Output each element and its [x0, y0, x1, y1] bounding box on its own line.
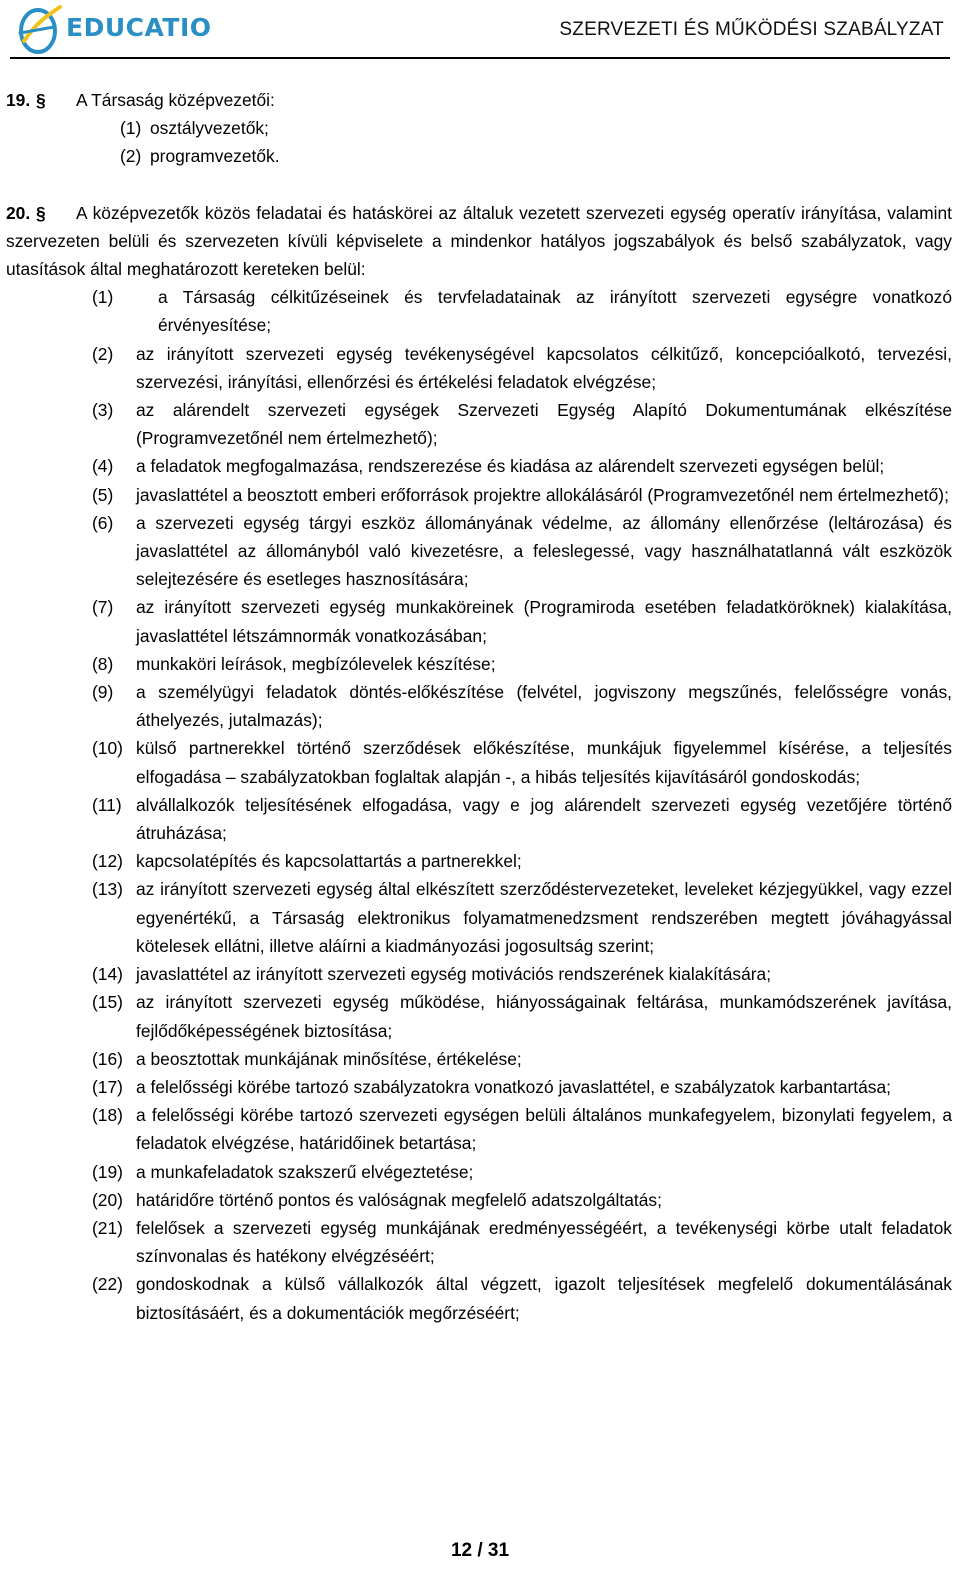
item-text: a szervezeti egység tárgyi eszköz állományának védelme, az állomány ellenőrzése (leltározása) és javaslattétel az állományból való kivezetésre, a feleslegessé, vagy használhatatlanná vált eszközök selejtezésére és esetleges hasznosítására;: [136, 512, 952, 590]
item-text: az irányított szervezeti egység működése, hiányosságainak feltárása, munkamódszerének javítása, fejlődőképességének biztosítása;: [136, 992, 952, 1041]
item-text: a személyügyi feladatok döntés-előkészítése (felvétel, jogviszony megszűnés, felelősségre vonás, áthelyezés, jutalmazás);: [136, 682, 952, 731]
item-number: (2): [92, 343, 114, 364]
item-text: az irányított szervezeti egység munkaköreinek (Programiroda esetében feladatköröknek) kialakítása, javaslattétel létszámnormák vonatkozásában;: [136, 597, 952, 646]
list-item: [6, 791, 952, 847]
item-number: (13): [92, 879, 123, 900]
item-number: (20): [92, 1189, 123, 1210]
list-item: [6, 875, 952, 960]
item-number: (7): [92, 597, 114, 618]
section-20: [6, 199, 952, 1327]
logo-text: EDUCATIO: [66, 13, 212, 42]
list-item: [6, 960, 952, 988]
item-number: (19): [92, 1161, 123, 1182]
item-text: a beosztottak munkájának minősítése, értékelése;: [136, 1048, 522, 1069]
item-number: (8): [92, 653, 114, 674]
section-symbol: §: [36, 202, 46, 223]
list-item: [6, 1186, 952, 1214]
item-text: felelősek a szervezeti egység munkájának eredményességéért, a tevékenységi körbe utalt feladatok színvonalas és hatékony elvégzéséért;: [136, 1217, 952, 1267]
list-item: [6, 650, 952, 678]
section-intro: A középvezetők közös feladatai és hatáskörei az általuk vezetett szervezeti egység operatív irányítása, valamint szervezeten belüli és szervezeten kívüli képviselete a mindenkor hatályos jogszabályok és belső szabályzatok, vagy utasítások által meghatározott kereteken belül:: [6, 202, 952, 280]
item-text: javaslattétel a beosztott emberi erőforrások projektre allokálásáról (Programvezetőnél nem értelmezhető);: [136, 484, 949, 505]
list-item: [6, 988, 952, 1044]
item-text: az alárendelt szervezeti egységek Szervezeti Egység Alapító Dokumentumának elkészítése (Programvezetőnél nem értelmezhető);: [136, 400, 952, 449]
item-text: munkaköri leírások, megbízólevelek készítése;: [136, 653, 496, 674]
list-item: [6, 114, 952, 142]
item-text: programvezetők.: [150, 146, 280, 167]
item-number: (4): [92, 456, 114, 477]
item-text: a feladatok megfogalmazása, rendszerezése és kiadása az alárendelt szervezeti egységen belül;: [136, 456, 885, 477]
list-item: [6, 1101, 952, 1157]
logo-mark-icon: [14, 3, 74, 57]
section-number: 19.: [6, 90, 31, 110]
document-title: SZERVEZETI ÉS MŰKÖDÉSI SZABÁLYZAT: [559, 19, 944, 40]
item-text: javaslattétel az irányított szervezeti egység motivációs rendszerének kialakítására;: [136, 964, 772, 985]
item-number: (17): [92, 1076, 123, 1097]
item-number: (18): [92, 1105, 123, 1126]
item-text: a Társaság célkitűzéseinek és tervfeladatainak az irányított szervezeti egységre vonatkozó érvényesítése;: [158, 287, 952, 336]
item-list: [6, 114, 952, 170]
item-number: (12): [92, 851, 123, 872]
section-intro: A Társaság középvezetői:: [76, 90, 275, 110]
item-number: (2): [120, 146, 142, 167]
item-text: a felelősségi körébe tartozó szervezeti egységen belüli általános munkafegyelem, bizonylati fegyelem, a feladatok elvégzése, határidőinek betartása;: [136, 1105, 952, 1154]
item-number: (1): [120, 118, 142, 139]
section-number: 20.: [6, 202, 31, 223]
item-text: gondoskodnak a külső vállalkozók által végzett, igazolt teljesítések megfelelő dokumentálásának biztosításáért, és a dokumentációk megőrzéséért;: [136, 1274, 952, 1323]
list-item: [6, 340, 952, 396]
item-text: osztályvezetők;: [150, 118, 269, 139]
list-item: [6, 593, 952, 649]
item-number: (5): [92, 484, 114, 505]
list-item: [6, 509, 952, 594]
item-text: az irányított szervezeti egység tevékenységével kapcsolatos célkitűző, koncepcióalkotó, tervezési, szervezési, irányítási, ellenőrzési és értékelési feladatok elvégzése;: [136, 343, 952, 392]
list-item: [6, 678, 952, 734]
item-list: [6, 283, 952, 1327]
item-number: (10): [92, 738, 123, 759]
item-number: (9): [92, 682, 114, 703]
item-number: (3): [92, 400, 114, 421]
list-item: [6, 481, 952, 509]
educatio-logo: [14, 3, 234, 55]
list-item: [6, 1045, 952, 1073]
page-number: 12 / 31: [450, 1540, 510, 1561]
list-item: [6, 734, 952, 790]
item-number: (16): [92, 1048, 123, 1069]
list-item: [6, 1158, 952, 1186]
item-number: (11): [92, 794, 122, 815]
item-number: (14): [92, 964, 123, 985]
list-item: [6, 847, 952, 875]
list-item: [6, 1270, 952, 1326]
item-number: (6): [92, 512, 114, 533]
header-rule: [10, 57, 950, 59]
list-item: [6, 142, 952, 170]
item-number: (21): [92, 1217, 123, 1238]
item-text: az irányított szervezeti egység által elkészített szerződéstervezeteket, leveleket kézjegyükkel, vagy ezzel egyenértékű, a Társaság elektronikus folyamatmenedzsment rendszerében megtett jóváhagyással kötelesek ellátni, illetve aláírni a kiadmányozási jogosultság szerint;: [136, 879, 952, 956]
item-text: kapcsolatépítés és kapcsolattartás a partnerekkel;: [136, 851, 522, 872]
list-item: [6, 1214, 952, 1270]
item-text: a felelősségi körébe tartozó szabályzatokra vonatkozó javaslattétel, e szabályzatok karbantartása;: [136, 1076, 891, 1097]
item-text: alvállalkozók teljesítésének elfogadása, vagy e jog alárendelt szervezeti egység vezetőjére történő átruházása;: [136, 794, 952, 844]
item-text: a munkafeladatok szakszerű elvégeztetése;: [136, 1161, 474, 1182]
document-body: [6, 86, 952, 1327]
list-item: [6, 452, 952, 480]
section-symbol: §: [36, 90, 46, 110]
item-number: (1): [92, 287, 114, 308]
list-item: [6, 283, 952, 339]
section-19: [6, 86, 952, 171]
item-text: külső partnerekkel történő szerződések előkészítése, munkájuk figyelemmel kísérése, a teljesítés elfogadása – szabályzatokban foglaltak alapján -, a hibás teljesítés kijavításáról gondoskodás;: [136, 738, 952, 787]
item-text: határidőre történő pontos és valóságnak megfelelő adatszolgáltatás;: [136, 1189, 662, 1210]
item-number: (15): [92, 992, 123, 1013]
page-header: [0, 0, 960, 60]
item-number: (22): [92, 1274, 123, 1295]
list-item: [6, 396, 952, 452]
list-item: [6, 1073, 952, 1101]
